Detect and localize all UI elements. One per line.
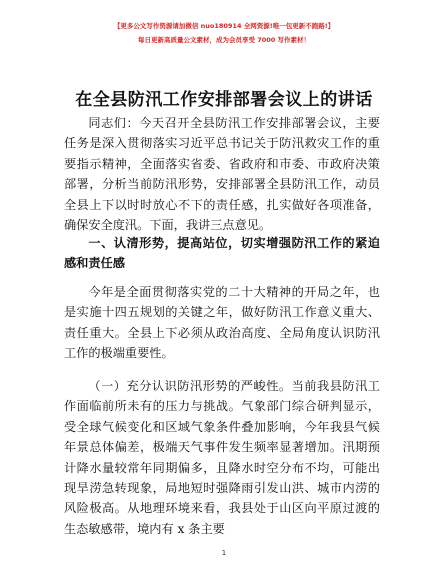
body-paragraph-context <box>64 282 380 364</box>
document-title: 在全县防汛工作安排部署会议上的讲话 <box>75 90 373 110</box>
section-heading-text: 一、认清形势，提高站位，切实增强防汛工作的紧迫感和责任感 <box>64 236 380 271</box>
body-paragraph-opening <box>64 113 380 235</box>
paragraph-opening-text: 同志们：今天召开全县防汛工作安排部署会议，主要任务是深入贯彻落实习近平总书记关于防汛救灾工作的重要指示精神，全面落实省委、省政府和市委、市政府决策部署，分析当前防汛形势，安排部署全县防汛工作，动员全县上下以时时放心不下的责任感，扎实做好各项准备，确保安全度汛。下面，我讲三点意见。 <box>64 116 380 233</box>
page-number: 1 <box>221 549 227 557</box>
body-paragraph-situation <box>64 376 380 539</box>
paragraph-situation-text: （一）充分认识防汛形势的严峻性。当前我县防汛工作面临前所未有的压力与挑战。气象部门综合研判显示，受全球气候变化和区域气象条件叠加影响，今年我县气候年景总体偏差，极端天气事件发生频率显著增加。汛期预计降水量较常年同期偏多，且降水时空分布不均，可能出现旱涝急转现象，局地短时强降雨引发山洪、城市内涝的风险极高。从地理环境来看，我县处于山区向平原过渡的生态敏感带，境内有 x 条主要 <box>64 379 380 536</box>
paragraph-context-text: 今年是全面贯彻落实党的二十大精神的开局之年，也是实施十四五规划的关键之年，做好防汛工作意义重大、责任重大。全县上下必须从政治高度、全局角度认识防汛工作的极端重要性。 <box>64 285 380 361</box>
promo-banner-line-2: 每日更新高质量公文素材，成为会员享受 7000 写作素材！ <box>137 36 311 44</box>
section-heading-one <box>64 233 380 274</box>
promo-banner-line-1: 【更多公文写作资源请加微信 nuo180914 全网资源!唯一包更新不跑路!】 <box>113 22 335 30</box>
